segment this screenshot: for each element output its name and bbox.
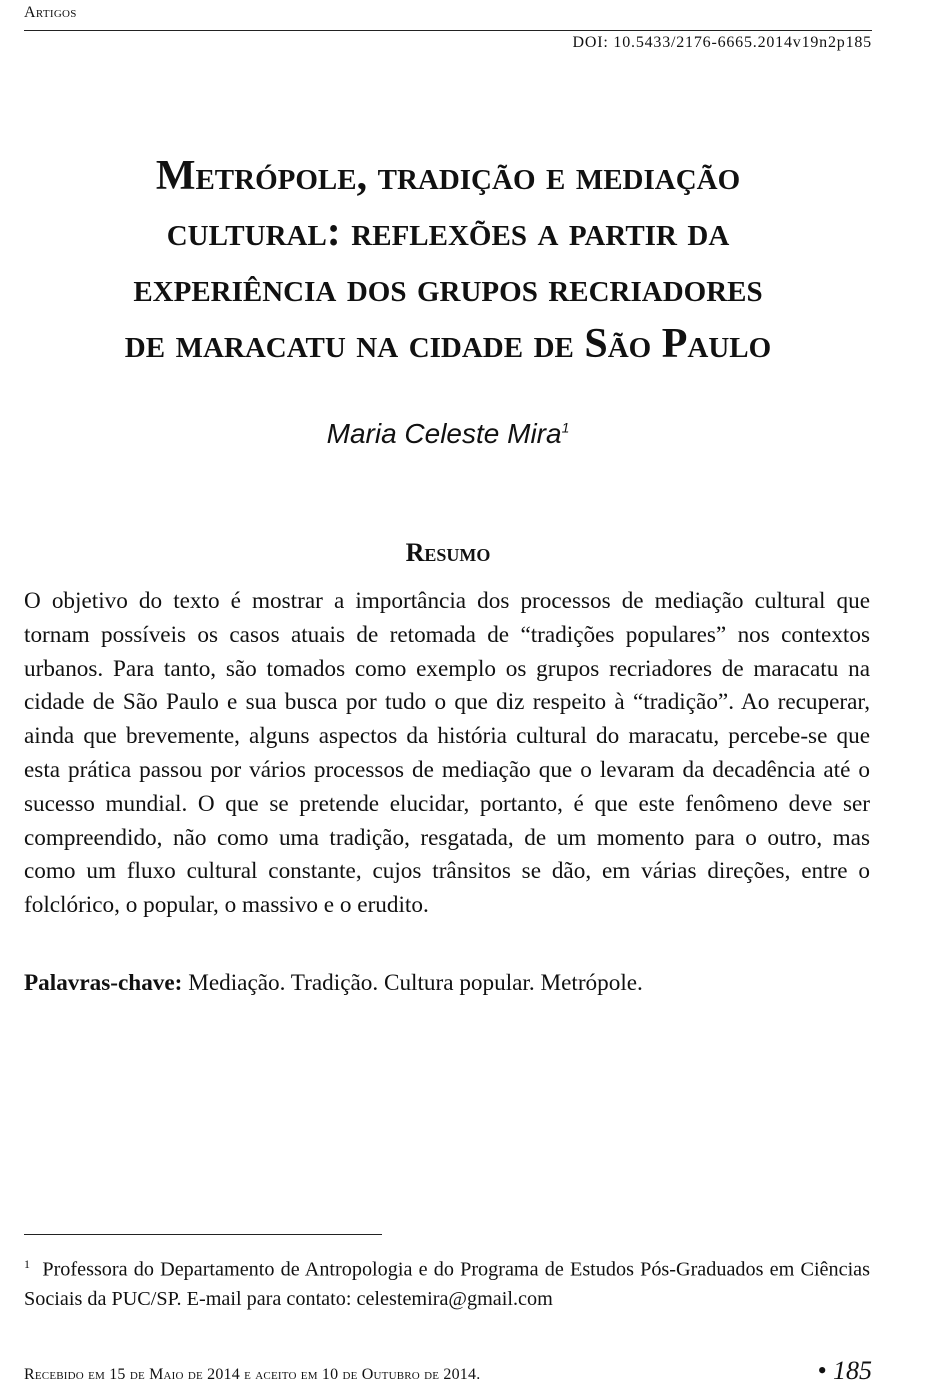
section-label: Artigos xyxy=(24,4,77,21)
page-number: • 185 xyxy=(817,1356,872,1385)
abstract-body: O objetivo do texto é mostrar a importância dos processos de mediação cultural que tornam possíveis os casos atuais de retomada de “tradições populares” nos contextos urbanos. Para tanto, são tomados como exemplo os grupos recriadores de maracatu na cidade de São Paulo e sua busca por tudo o que diz respeito à “tradição”. Ao recuperar, ainda que brevemente, alguns aspectos da história cultural do maracatu, percebe-se que esta prática passou por vários processos de mediação que o levaram da decadência até o sucesso mundial. O que se pretende elucidar, portanto, é que este fenômeno deve ser compreendido, não como uma tradição, resgatada, de um momento para o outro, mas como um fluxo cultural constante, cujos trânsitos se dão, em várias direções, entre o folclórico, o popular, o massivo e o erudito. xyxy=(24,588,870,919)
footnote xyxy=(24,1250,870,1314)
title-line-4: de maracatu na cidade de São Paulo xyxy=(124,321,772,367)
author-footnote-mark: 1 xyxy=(561,419,570,436)
header-rule xyxy=(24,30,872,31)
keywords xyxy=(24,970,870,997)
received-date: Recebido em 15 de Maio de 2014 e aceito em 10 de Outubro de 2014. xyxy=(24,1366,481,1383)
footnote-rule xyxy=(24,1234,382,1235)
keywords-text: Mediação. Tradição. Cultura popular. Metrópole. xyxy=(188,970,643,996)
title-line-3: experiência dos grupos recriadores xyxy=(133,265,763,311)
footnote-mark: 1 xyxy=(24,1257,30,1271)
title-line-1: Metrópole, tradição e mediação xyxy=(155,153,741,199)
footnote-text: Professora do Departamento de Antropologia e do Programa de Estudos Pós-Graduados em Ciências Sociais da PUC/SP. E-mail para contato: celestemira@gmail.com xyxy=(24,1258,870,1310)
title-line-2: cultural: reflexões a partir da xyxy=(166,209,730,255)
author-name: Maria Celeste Mira xyxy=(326,418,562,449)
article-title xyxy=(24,148,872,372)
keywords-label: Palavras-chave: xyxy=(24,970,183,996)
author xyxy=(24,418,872,450)
doi-text: DOI: 10.5433/2176-6665.2014v19n2p185 xyxy=(572,34,872,51)
abstract-heading: Resumo xyxy=(405,538,491,567)
